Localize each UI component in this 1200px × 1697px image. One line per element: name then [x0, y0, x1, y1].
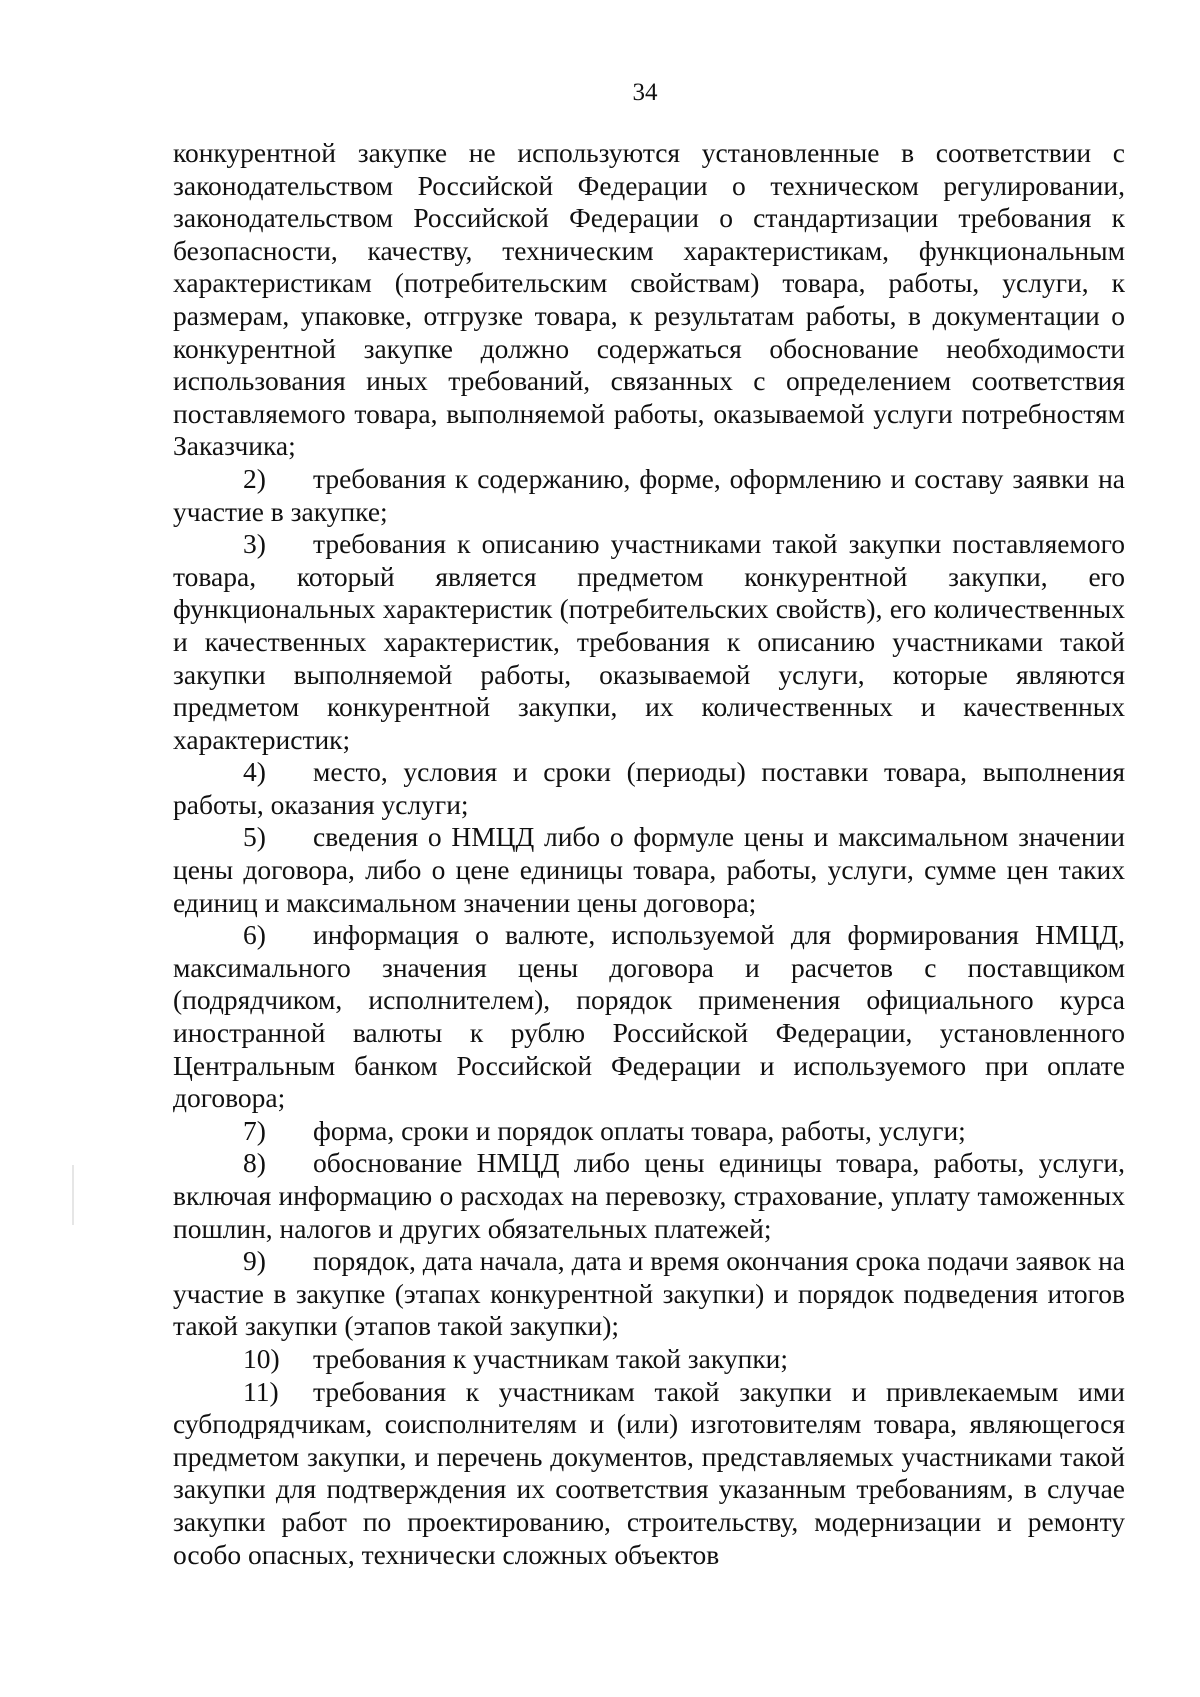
list-item-text: требования к содержанию, форме, оформлению и составу заявки на участие в закупке;	[173, 462, 1125, 527]
list-item-text: сведения о НМЦД либо о формуле цены и максимальном значении цены договора, либо о цене единицы товара, работы, услуги, сумме цен таких единиц и максимальном значении цены договора;	[173, 821, 1125, 918]
page-number: 34	[632, 79, 658, 106]
list-item	[173, 1245, 1125, 1343]
list-item	[173, 919, 1125, 1115]
list-item-number: 6)	[243, 919, 266, 951]
list-item-text: форма, сроки и порядок оплаты товара, работы, услуги;	[313, 1114, 966, 1146]
list-item-text: требования к участникам такой закупки и привлекаемым ими субподрядчикам, соисполнителям и (или) изготовителям товара, являющегося предметом закупки, и перечень документов, представляемых участниками такой закупки для подтверждения их соответствия указанным требованиям, в случае закупки работ по проектированию, строительству, модернизации и ремонту особо опасных, технически сложных объектов	[173, 1375, 1125, 1570]
list-item-text: место, условия и сроки (периоды) поставки товара, выполнения работы, оказания услуги;	[173, 756, 1125, 820]
list-item-number: 4)	[243, 756, 266, 788]
list-item-number: 8)	[243, 1147, 266, 1179]
list-item-text: требования к участникам такой закупки;	[313, 1342, 789, 1374]
list-item	[173, 528, 1125, 756]
list-item	[173, 1376, 1125, 1572]
list-item-text: порядок, дата начала, дата и время окончания срока подачи заявок на участие в закупке (этапах конкурентной закупки) и порядок подведения итогов такой закупки (этапов такой закупки);	[173, 1245, 1125, 1342]
list-item-number: 9)	[243, 1245, 266, 1277]
intro-paragraph: конкурентной закупке не используются установленные в соответствии с законодательством Российской Федерации о техническом регулировании, законодательством Российской Федерации о стандартизации требования к безопасности, качеству, техническим характеристикам, функциональным характеристикам (потребительским свойствам) товара, работы, услуги, к размерам, упаковке, отгрузке товара, к результатам работы, в документации о конкурентной закупке должно содержаться обоснование необходимости использования иных требований, связанных с определением соответствия поставляемого товара, выполняемой работы, оказываемой услуги потребностям Заказчика;	[173, 137, 1125, 462]
list-item	[173, 1147, 1125, 1245]
list-item	[173, 821, 1125, 919]
list-item	[173, 756, 1125, 821]
scan-margin-mark	[72, 1165, 74, 1225]
list-item	[173, 1343, 1125, 1376]
list-item-number: 2)	[243, 462, 266, 494]
list-item-number: 7)	[243, 1114, 266, 1146]
list-item-number: 11)	[243, 1375, 279, 1407]
list-item-text: обоснование НМЦД либо цены единицы товара, работы, услуги, включая информацию о расходах на перевозку, страхование, уплату таможенных пошлин, налогов и других обязательных платежей;	[173, 1147, 1125, 1244]
list-item-text: требования к описанию участниками такой закупки поставляемого товара, который является предметом конкурентной закупки, его функциональных характеристик (потребительских свойств), его количественных и качественных характеристик, требования к описанию участниками такой закупки выполняемой работы, оказываемой услуги, которые являются предметом конкурентной закупки, их количественных и качественных характеристик;	[173, 528, 1125, 755]
document-body	[173, 137, 1125, 1571]
list-item-text: информация о валюте, используемой для формирования НМЦД, максимального значения цены договора и расчетов с поставщиком (подрядчиком, исполнителем), порядок применения официального курса иностранной валюты к рублю Российской Федерации, установленного Центральным банком Российской Федерации и используемого при оплате договора;	[173, 919, 1125, 1114]
list-item-number: 3)	[243, 528, 266, 560]
list-item	[173, 1115, 1125, 1148]
list-item-number: 10)	[243, 1342, 280, 1374]
list-item-number: 5)	[243, 821, 266, 853]
list-item	[173, 463, 1125, 528]
